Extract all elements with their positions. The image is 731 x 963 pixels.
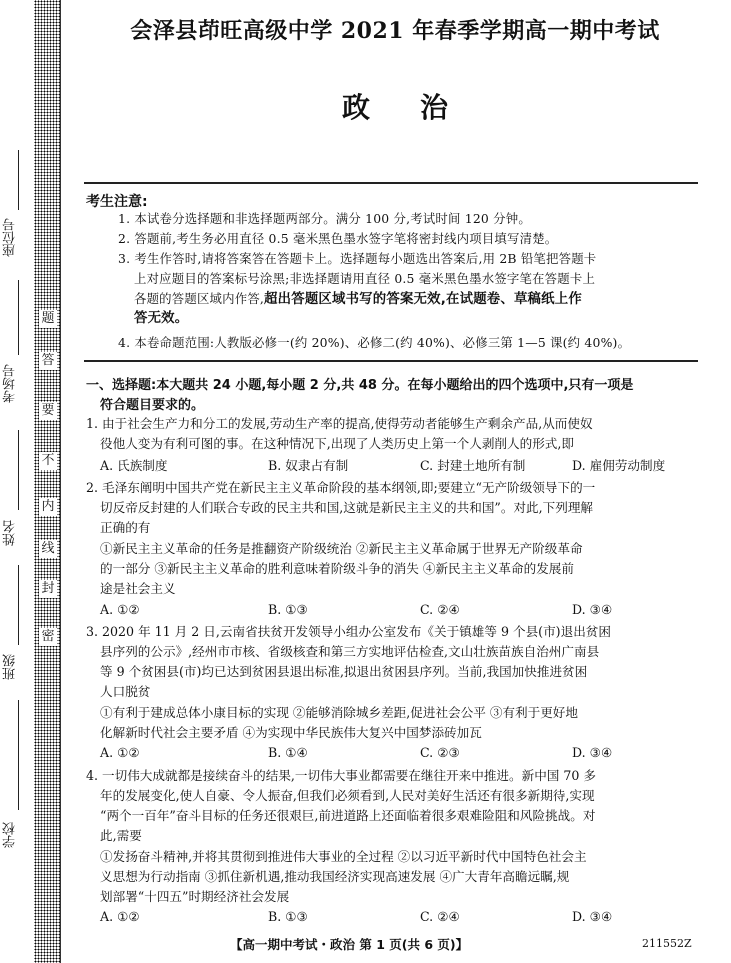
question-3-option-b: B. ①④ bbox=[268, 745, 308, 760]
question-4-choices: 划部署“十四五”时期经济社会发展 bbox=[100, 889, 290, 904]
room-label: 考场号 bbox=[3, 364, 18, 403]
notice-item-3-text: 各题的答题区域内作答, bbox=[134, 291, 265, 306]
question-1-stem: 役他人变为有利可图的事。在这种情况下,出现了人类历史上第一个人剥削人的形式,即 bbox=[100, 436, 574, 451]
binding-strip bbox=[34, 0, 60, 963]
seal-char: 答 bbox=[39, 352, 57, 370]
notice-item-3-cont2 bbox=[134, 291, 582, 308]
notice-title: 考生注意: bbox=[86, 194, 148, 210]
question-4-option-b: B. ①③ bbox=[268, 909, 308, 924]
exam-title: 会泽县茚旺高级中学 2021 年春季学期高一期中考试 bbox=[130, 18, 660, 44]
question-4-choices: 义思想为行动指南 ③抓住新机遇,推动我国经济实现高速发展 ④广大青年高瞻远瞩,规 bbox=[100, 869, 570, 884]
question-2-stem: 切反帝反封建的人们联合专政的民主共和国,这就是新民主主义的共和国”。对此,下列理解 bbox=[100, 500, 594, 515]
question-2-choices: ①新民主主义革命的任务是推翻资产阶级统治 ②新民主主义革命属于世界无产阶级革命 bbox=[100, 541, 583, 556]
notice-item-1: 1. 本试卷分选择题和非选择题两部分。满分 100 分,考试时间 120 分钟。 bbox=[118, 211, 531, 226]
room-fill-line bbox=[18, 280, 19, 355]
notice-item-3: 3. 考生作答时,请将答案答在答题卡上。选择题每小题选出答案后,用 2B 铅笔把答题卡 bbox=[118, 251, 597, 266]
seat-fill-line bbox=[18, 150, 19, 210]
name-fill-line bbox=[18, 430, 19, 510]
question-3-choices: ①有利于建成总体小康目标的实现 ②能够消除城乡差距,促进社会公平 ③有利于更好地 bbox=[100, 705, 578, 720]
question-4-stem: “两个一百年”奋斗目标的任务还很艰巨,前进道路上还面临着很多艰难险阻和风险挑战。对 bbox=[100, 808, 596, 823]
binding-line bbox=[60, 0, 61, 963]
question-4-stem: 4. 一切伟大成就都是接续奋斗的结果,一切伟大事业都需要在继往开来中推进。新中国 70 多 bbox=[86, 768, 597, 783]
question-3-choices: 化解新时代社会主要矛盾 ④为实现中华民族伟大复兴中国梦添砖加瓦 bbox=[100, 725, 482, 740]
section-heading: 一、选择题:本大题共 24 小题,每小题 2 分,共 48 分。在每小题给出的四个选项中,只有一项是 bbox=[86, 378, 634, 393]
notice-item-3-cont: 上对应题目的答案标号涂黑;非选择题请用直径 0.5 毫米黑色墨水签字笔在答题卡上 bbox=[134, 271, 596, 286]
seal-char: 不 bbox=[39, 452, 57, 470]
question-2-stem: 2. 毛泽东阐明中国共产党在新民主主义革命阶段的基本纲领,即;要建立“无产阶级领导下的一 bbox=[86, 480, 596, 495]
seal-char: 封 bbox=[39, 580, 57, 598]
question-1-stem: 1. 由于社会生产力和分工的发展,劳动生产率的提高,使得劳动者能够生产剩余产品,从而使奴 bbox=[86, 416, 593, 431]
class-label: 班级 bbox=[3, 654, 18, 680]
question-4-stem: 年的发展变化,使人自豪、令人振奋,但我们必须看到,人民对美好生活还有很多新期待,实现 bbox=[100, 788, 595, 803]
notice-item-2: 2. 答题前,考生务必用直径 0.5 毫米黑色墨水签字笔将密封线内项目填写清楚。 bbox=[118, 231, 558, 246]
seat-label: 座位号 bbox=[3, 218, 18, 257]
question-4-stem: 此,需要 bbox=[100, 828, 142, 843]
question-1-option-c: C. 封建土地所有制 bbox=[420, 458, 526, 473]
subject-title: 政治 bbox=[341, 91, 498, 124]
question-3-option-a: A. ①② bbox=[100, 745, 140, 760]
seal-char: 密 bbox=[39, 628, 57, 646]
section-heading-cont: 符合题目要求的。 bbox=[100, 398, 205, 413]
question-2-stem: 正确的有 bbox=[100, 520, 151, 535]
question-2-choices: 的一部分 ③新民主主义革命的胜利意味着阶级斗争的消失 ④新民主主义革命的发展前 bbox=[100, 561, 574, 576]
page-footer: 【高一期中考试・政治 第 1 页(共 6 页)】 bbox=[230, 937, 469, 952]
question-2-option-a: A. ①② bbox=[100, 602, 140, 617]
question-2-option-b: B. ①③ bbox=[268, 602, 308, 617]
question-4-option-a: A. ①② bbox=[100, 909, 140, 924]
notice-emphasis: 超出答题区域书写的答案无效,在试题卷、草稿纸上作 bbox=[264, 292, 582, 307]
seal-char: 内 bbox=[39, 498, 57, 516]
question-2-option-c: C. ②④ bbox=[420, 602, 460, 617]
school-label: 学校 bbox=[3, 822, 18, 848]
question-1-option-a: A. 氏族制度 bbox=[100, 458, 168, 473]
seal-char: 题 bbox=[39, 310, 57, 328]
question-2-option-d: D. ③④ bbox=[572, 602, 613, 617]
notice-emphasis-cont: 答无效。 bbox=[134, 311, 189, 326]
seal-char: 线 bbox=[39, 540, 57, 558]
school-fill-line bbox=[18, 700, 19, 810]
question-1-option-b: B. 奴隶占有制 bbox=[268, 458, 349, 473]
notice-bottom-rule bbox=[84, 360, 698, 362]
question-3-stem: 3. 2020 年 11 月 2 日,云南省扶贫开发领导小组办公室发布《关于镇雄等 9 个县(市)退出贫困 bbox=[86, 624, 611, 639]
question-4-option-c: C. ②④ bbox=[420, 909, 460, 924]
question-3-option-c: C. ②③ bbox=[420, 745, 460, 760]
question-2-choices: 途是社会主义 bbox=[100, 581, 176, 596]
document-code: 211552Z bbox=[642, 937, 692, 950]
question-4-choices: ①发扬奋斗精神,并将其贯彻到推进伟大事业的全过程 ②以习近平新时代中国特色社会主 bbox=[100, 849, 587, 864]
question-1-option-d: D. 雇佣劳动制度 bbox=[572, 458, 666, 473]
question-4-option-d: D. ③④ bbox=[572, 909, 613, 924]
seal-char: 要 bbox=[39, 402, 57, 420]
question-3-stem: 人口脱贫 bbox=[100, 684, 151, 699]
notice-item-4: 4. 本卷命题范围:人教版必修一(约 20%)、必修二(约 40%)、必修三第 1—5 课(约 40%)。 bbox=[118, 335, 631, 350]
question-3-stem: 等 9 个贫困县(市)均已达到贫困县退出标准,拟退出贫困县序列。当前,我国加快推进贫困 bbox=[100, 664, 588, 679]
class-fill-line bbox=[18, 565, 19, 645]
notice-top-rule bbox=[84, 182, 698, 184]
question-3-option-d: D. ③④ bbox=[572, 745, 613, 760]
name-label: 姓名 bbox=[3, 520, 18, 546]
question-3-stem: 县序列的公示》,经州市市核、省级核查和第三方实地评估检查,文山壮族苗族自治州广南县 bbox=[100, 644, 600, 659]
